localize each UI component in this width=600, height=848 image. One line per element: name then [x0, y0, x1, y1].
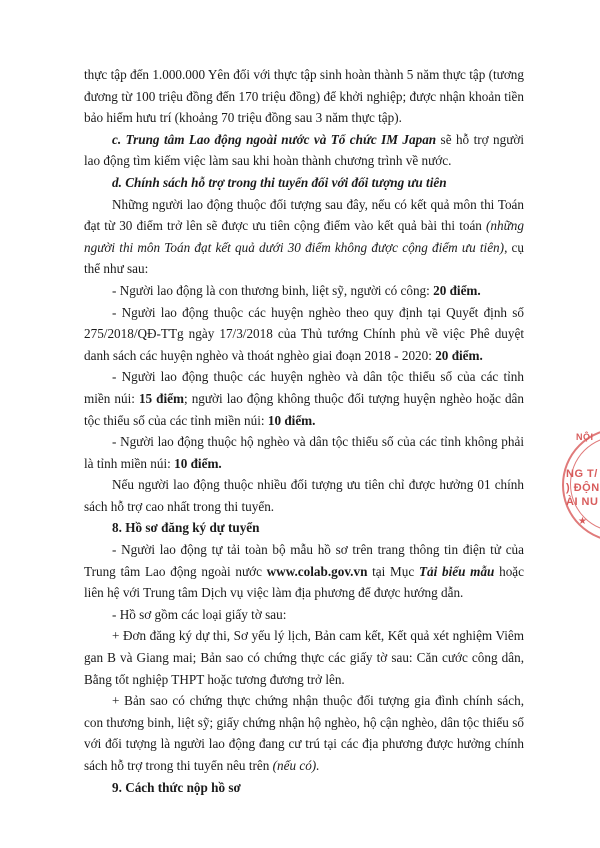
- stamp-text-3: ) ĐỘN: [566, 482, 600, 494]
- section-d-intro: Những người lao động thuộc đối tượng sau đây, nếu có kết quả môn thi Toán đạt từ 30 điểm trở lên sẽ được ưu tiên cộng điểm vào kết quả bài thi toán (những người thi môn Toán đạt kết quả dưới 30 điểm không được cộng điểm ưu tiên), cụ thể như sau:: [84, 196, 525, 277]
- priority-item-2: - Người lao động thuộc các huyện nghèo theo quy định tại Quyết định số 275/2018/QĐ-TTg ngày 17/3/2018 của Thủ tướng Chính phủ về việc Phê duyệt danh sách các huyện nghèo và thoát nghèo giai đoạn 2018 - 2020: 20 điểm.: [84, 304, 524, 363]
- section-c: c. Trung tâm Lao động ngoài nước và Tổ chức IM Japan sẽ hỗ trợ người lao động tìm kiếm việc làm sau khi hoàn thành chương trình về nước.: [84, 131, 524, 169]
- section-c-title: c. Trung tâm Lao động ngoài nước và Tổ chức IM Japan: [112, 131, 437, 147]
- section-8-docs-intro: - Hồ sơ gồm các loại giấy tờ sau:: [112, 606, 287, 622]
- priority-note: Nếu người lao động thuộc nhiều đối tượng ưu tiên chỉ được hưởng 01 chính sách hỗ trợ cao nhất trong thi tuyển.: [84, 477, 524, 514]
- section-8-title: 8. Hồ sơ đăng ký dự tuyển: [112, 520, 260, 536]
- section-9-title: 9. Cách thức nộp hồ sơ: [112, 779, 241, 795]
- priority-item-1: - Người lao động là con thương binh, liệt sỹ, người có công: 20 điểm.: [112, 282, 481, 298]
- document-body: [84, 64, 524, 798]
- priority-item-3: - Người lao động thuộc các huyện nghèo và dân tộc thiểu số của các tỉnh miền núi: 15 điểm; người lao động không thuộc đối tượng huyện nghèo hoặc dân tộc thiểu số của các tỉnh miền núi: 10 điểm.: [84, 369, 524, 428]
- stamp-star-icon: ★: [578, 516, 587, 527]
- priority-item-4: - Người lao động thuộc hộ nghèo và dân tộc thiểu số của các tỉnh không phải là tỉnh miền núi: 10 điểm.: [84, 434, 524, 471]
- paragraph-income: thực tập đến 1.000.000 Yên đối với thực tập sinh hoàn thành 5 năm thực tập (tương đương từ 100 triệu đồng đến 170 triệu đồng) để khởi nghiệp; được nhận khoản tiền bảo hiểm hưu trí (khoảng 70 triệu đồng sau 3 năm thực tập).: [84, 67, 524, 126]
- section-8-doc-item-2: + Bản sao có chứng thực chứng nhận thuộc đối tượng gia đình chính sách, con thương binh, liệt sỹ; giấy chứng nhận hộ nghèo, hộ cận nghèo, dân tộc thiểu số với đối tượng là người lao động đang cư trú tại các địa phương được hưởng chính sách hỗ trợ trong thi tuyển nêu trên (nếu có).: [84, 693, 524, 773]
- section-8-download: - Người lao động tự tải toàn bộ mẫu hồ sơ trên trang thông tin điện tử của Trung tâm Lao động ngoài nước www.colab.gov.vn tại Mục Tải biểu mẫu hoặc liên hệ với Trung tâm Dịch vụ việc làm địa phương để được hướng dẫn.: [84, 542, 524, 601]
- section-8-doc-item-1: + Đơn đăng ký dự thi, Sơ yếu lý lịch, Bản cam kết, Kết quả xét nghiệm Viêm gan B và Giang mai; Bản sao có chứng thực các giấy tờ sau: Căn cước công dân, Bằng tốt nghiệp THPT hoặc tương đương trở lên.: [84, 628, 524, 687]
- colab-url-link[interactable]: www.colab.gov.vn: [266, 563, 368, 579]
- stamp-text-4: ÀI NU: [566, 496, 599, 508]
- official-stamp-fragment: [562, 428, 600, 540]
- stamp-text-2: NG T/: [566, 468, 598, 480]
- section-d-title: d. Chính sách hỗ trợ trong thi tuyển đối với đối tượng ưu tiên: [112, 174, 447, 190]
- stamp-text-1: NỘI: [576, 432, 594, 442]
